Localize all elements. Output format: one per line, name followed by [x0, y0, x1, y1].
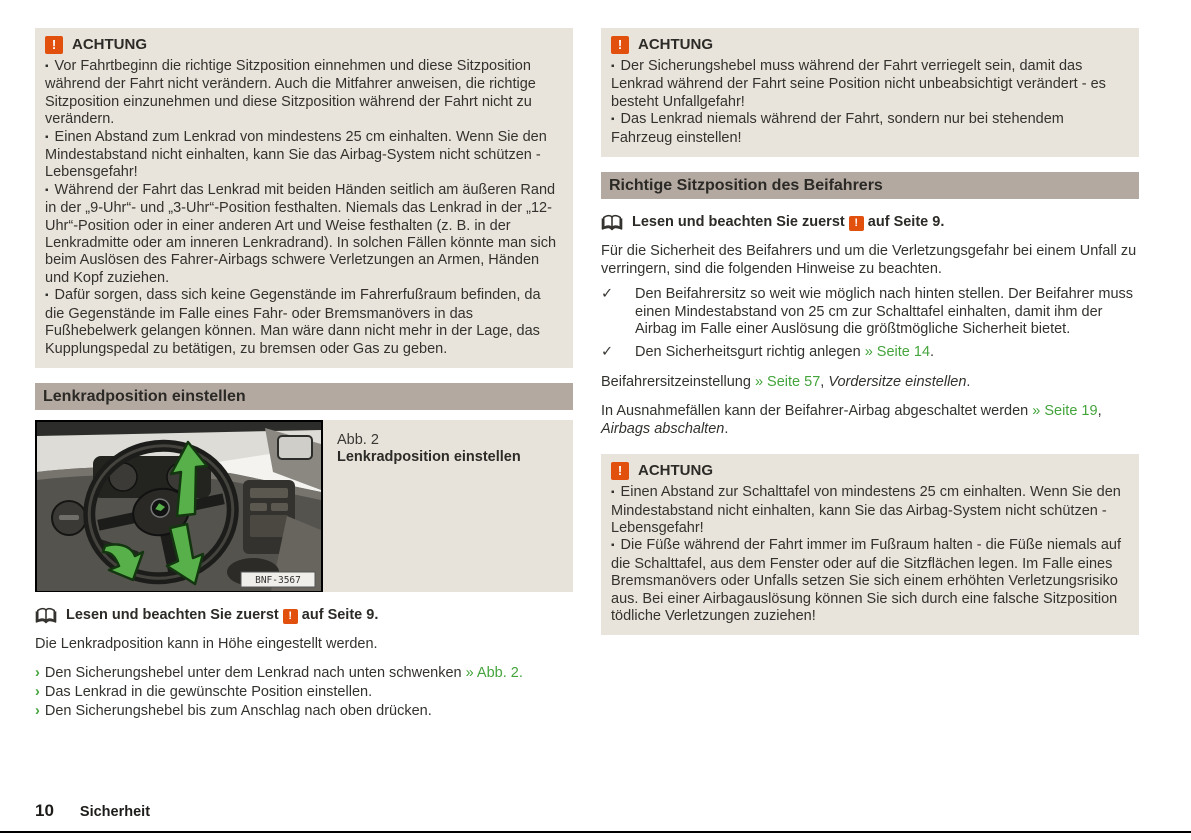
warning-item: ▪ Einen Abstand zur Schalttafel von mindestens 25 cm einhalten. Wenn Sie den Mindestabstand nicht einhalten, kann Sie das Airbag-System nicht schützen - Lebensgefahr!: [611, 484, 1129, 537]
warning-item: ▪ Die Füße während der Fahrt immer im Fußraum halten - die Füße niemals auf die Schalttafel, aus dem Fenster oder auf die Sitzflächen legen. Im Falle eines Bremsmanövers oder Unfalls setzen Sie sich einem erhöhten Verletzungsrisiko aus. Bei einer Airbagauslösung können Sie sich durch eine falsche Sitzposition tödliche Verletzungen zuziehen!: [611, 537, 1129, 625]
read-first-note: [35, 607, 573, 624]
book-icon: [35, 607, 57, 624]
procedure-step: › Den Sicherungshebel unter dem Lenkrad nach unten schwenken » Abb. 2.: [35, 664, 573, 683]
cross-reference-link[interactable]: » Seite 14: [864, 344, 931, 361]
section-header-lenkradposition: Lenkradposition einstellen: [35, 383, 573, 410]
warning-header: [611, 36, 1129, 54]
manual-page: [35, 28, 1139, 721]
read-first-text: Lesen und beachten Sie zuerst ! auf Seite 9.: [632, 214, 945, 231]
left-column: [35, 28, 573, 721]
procedure-steps: [35, 664, 573, 721]
warning-icon: !: [611, 36, 629, 54]
warning-box-driver-position: [35, 28, 573, 368]
warning-box-passenger: [601, 454, 1139, 635]
page-footer: [35, 802, 150, 821]
read-first-note: [601, 214, 1139, 231]
warning-title: ACHTUNG: [638, 36, 713, 54]
cross-reference-link[interactable]: » Seite 57: [754, 373, 821, 390]
warning-box-lever: [601, 28, 1139, 157]
right-column: [601, 28, 1139, 721]
figure-code: BNF-3567: [255, 574, 301, 586]
warning-title: ACHTUNG: [72, 36, 147, 54]
check-icon: ✓: [601, 344, 614, 361]
warning-item: ▪ Vor Fahrtbeginn die richtige Sitzposition einnehmen und diese Sitzposition während der Fahrt nicht verändern. Auch die Mitfahrer anweisen, die richtige Sitzposition einzunehmen und diese Sitzposition während der Fahrt nicht zu verändern.: [45, 58, 563, 129]
intro-paragraph: Für die Sicherheit des Beifahrers und um die Verletzungsgefahr bei einem Unfall zu verringern, sind die folgenden Hinweise zu beachten.: [601, 243, 1137, 277]
figure-title: Lenkradposition einstellen: [337, 449, 521, 466]
warning-header: [45, 36, 563, 54]
warning-item: ▪ Dafür sorgen, dass sich keine Gegenstände im Fahrerfußraum befinden, da die Gegenstände im Falle eines Fahr- oder Bremsmanövers in das Fußhebelwerk gelangen können. Man wäre dann nicht mehr in der Lage, das Kupplungspedal zu betätigen, zu bremsen oder Gas zu geben.: [45, 287, 563, 358]
warning-chip-icon: !: [849, 216, 864, 231]
check-icon: ✓: [601, 286, 614, 303]
warning-item: ▪ Während der Fahrt das Lenkrad mit beiden Händen seitlich am äußeren Rand in der „9-Uhr“- und „3-Uhr“-Position festhalten. Niemals das Lenkrad in der „12-Uhr“-Position oder in einer anderen Art und Weise festhalten (z. B. in der Lenkradmitte oder am inneren Lenkradrand). In solchen Fällen könnte man sich beim Auslösen des Fahrer-Airbags schwere Verletzungen an Armen, Händen und Kopf zuziehen.: [45, 182, 563, 287]
seat-adjustment-paragraph: Beifahrersitzeinstellung » Seite 57, Vordersitze einstellen.: [601, 373, 971, 390]
footer-rule: [0, 831, 1191, 833]
steering-wheel-illustration: [35, 420, 323, 592]
cross-reference-link[interactable]: » Abb. 2.: [465, 664, 523, 681]
procedure-step: › Das Lenkrad in die gewünschte Position einstellen.: [35, 683, 573, 702]
checklist-item: ✓ Den Beifahrersitz so weit wie möglich nach hinten stellen. Der Beifahrer muss einen Mindestabstand von 25 cm zur Schalttafel einhalten, damit ihm der Airbag im Falle einer Auslösung die größtmögliche Sicherheit bietet.: [601, 286, 1134, 338]
book-icon: [601, 214, 623, 231]
chapter-label: Sicherheit: [79, 803, 151, 820]
airbag-deactivation-paragraph: In Ausnahmefällen kann der Beifahrer-Airbag abgeschaltet werden » Seite 19, Airbags abschalten.: [601, 403, 1102, 437]
figure-label: Abb. 2: [337, 431, 379, 448]
section-header-sitzposition-beifahrer: Richtige Sitzposition des Beifahrers: [601, 172, 1139, 199]
procedure-step: › Den Sicherungshebel bis zum Anschlag nach oben drücken.: [35, 702, 573, 721]
warning-icon: !: [611, 462, 629, 480]
figure-caption-panel: [323, 420, 573, 592]
figure-abb-2: [35, 420, 573, 592]
warning-item: ▪ Das Lenkrad niemals während der Fahrt, sondern nur bei stehendem Fahrzeug einstellen!: [611, 111, 1129, 147]
read-first-text: Lesen und beachten Sie zuerst ! auf Seite 9.: [66, 606, 379, 623]
warning-item: ▪ Der Sicherungshebel muss während der Fahrt verriegelt sein, damit das Lenkrad während der Fahrt seine Position nicht unbeabsichtigt verändert - es besteht Unfallgefahr!: [611, 58, 1129, 111]
warning-chip-icon: !: [283, 609, 298, 624]
checklist-item: ✓ Den Sicherheitsgurt richtig anlegen » Seite 14.: [601, 344, 935, 361]
hint-checklist: [601, 286, 1139, 362]
page-number: 10: [35, 800, 54, 820]
warning-item: ▪ Einen Abstand zum Lenkrad von mindestens 25 cm einhalten. Wenn Sie den Mindestabstand nicht einhalten, kann Sie das Airbag-System nicht schützen - Lebensgefahr!: [45, 129, 563, 182]
warning-header: [611, 462, 1129, 480]
warning-title: ACHTUNG: [638, 462, 713, 480]
intro-paragraph: Die Lenkradposition kann in Höhe eingestellt werden.: [35, 636, 378, 653]
cross-reference-link[interactable]: » Seite 19: [1032, 403, 1098, 420]
warning-icon: !: [45, 36, 63, 54]
figure-image-steering-wheel: [35, 420, 323, 592]
